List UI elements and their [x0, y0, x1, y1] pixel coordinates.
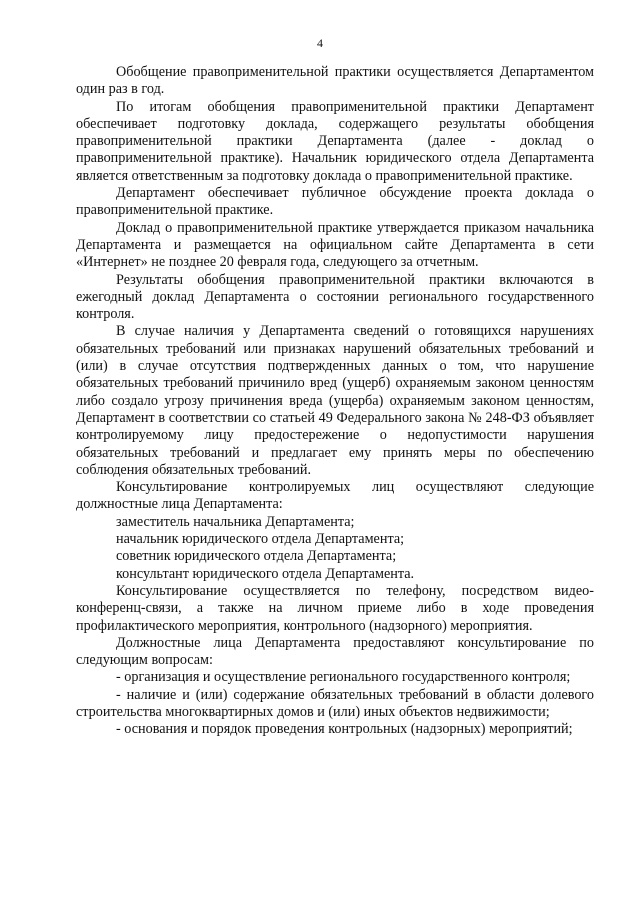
paragraph-consulting-topics: Должностные лица Департамента предоставляют консультирование по следующим вопросам: — [76, 634, 594, 669]
paragraph-warning: В случае наличия у Департамента сведений о готовящихся нарушениях обязательных требований или признаках нарушений обязательных требований и (или) в случае отсутствия подтвержденных данных о том, что нарушение обязательных требований причинило вред (ущерб) охраняемым законом ценностям либо создало угрозу причинения вреда (ущерба) охраняемым законом ценностям, Департамент в соответствии со статьей 49 Федерального закона № 248-ФЗ объявляет контролируемому лицу предостережение о недопустимости нарушения обязательных требований и предлагает ему принять меры по обеспечению соблюдения обязательных требований. — [76, 323, 594, 478]
paragraph-report-preparation: По итогам обобщения правоприменительной практики Департамент обеспечивает подготовку доклада, содержащего результаты обобщения правоприменительной практики Департамента (далее - доклад о правоприменительной практике). Начальник юридического отдела Департамента является ответственным за подготовку доклада о правоприменительной практике. — [76, 98, 594, 184]
paragraph-public-discussion: Департамент обеспечивает публичное обсуждение проекта доклада о правоприменительной практике. — [76, 185, 594, 219]
list-item-official: заместитель начальника Департамента; — [116, 513, 355, 530]
list-item-official: советник юридического отдела Департамента; — [116, 548, 397, 565]
document-body — [76, 64, 594, 739]
list-item-topic: - наличие и (или) содержание обязательных требований в области долевого строительства многоквартирных домов и (или) иных объектов недвижимости; — [76, 686, 594, 720]
page-number: 4 — [317, 36, 323, 50]
list-item-topic: - основания и порядок проведения контрольных (надзорных) мероприятий; — [116, 721, 573, 738]
list-item-official: консультант юридического отдела Департамента. — [116, 565, 415, 582]
paragraph-frequency: Обобщение правоприменительной практики осуществляется Департаментом один раз в год. — [76, 64, 594, 98]
paragraph-report-approval: Доклад о правоприменительной практике утверждается приказом начальника Департамента и размещается на официальном сайте Департамента в сети «Интернет» не позднее 20 февраля года, следующего за отчетным. — [76, 219, 594, 271]
paragraph-annual-report: Результаты обобщения правоприменительной практики включаются в ежегодный доклад Департамента о состоянии регионального государственного контроля. — [76, 271, 594, 323]
list-item-topic: - организация и осуществление регионального государственного контроля; — [116, 669, 571, 686]
paragraph-consulting-officials: Консультирование контролируемых лиц осуществляют следующие должностные лица Департамента: — [76, 479, 594, 513]
paragraph-consulting-methods: Консультирование осуществляется по телефону, посредством видео-конференц-связи, а также на личном приеме либо в ходе проведения профилактического мероприятия, контрольного (надзорного) мероприятия. — [76, 582, 594, 634]
list-item-official: начальник юридического отдела Департамента; — [116, 531, 405, 548]
